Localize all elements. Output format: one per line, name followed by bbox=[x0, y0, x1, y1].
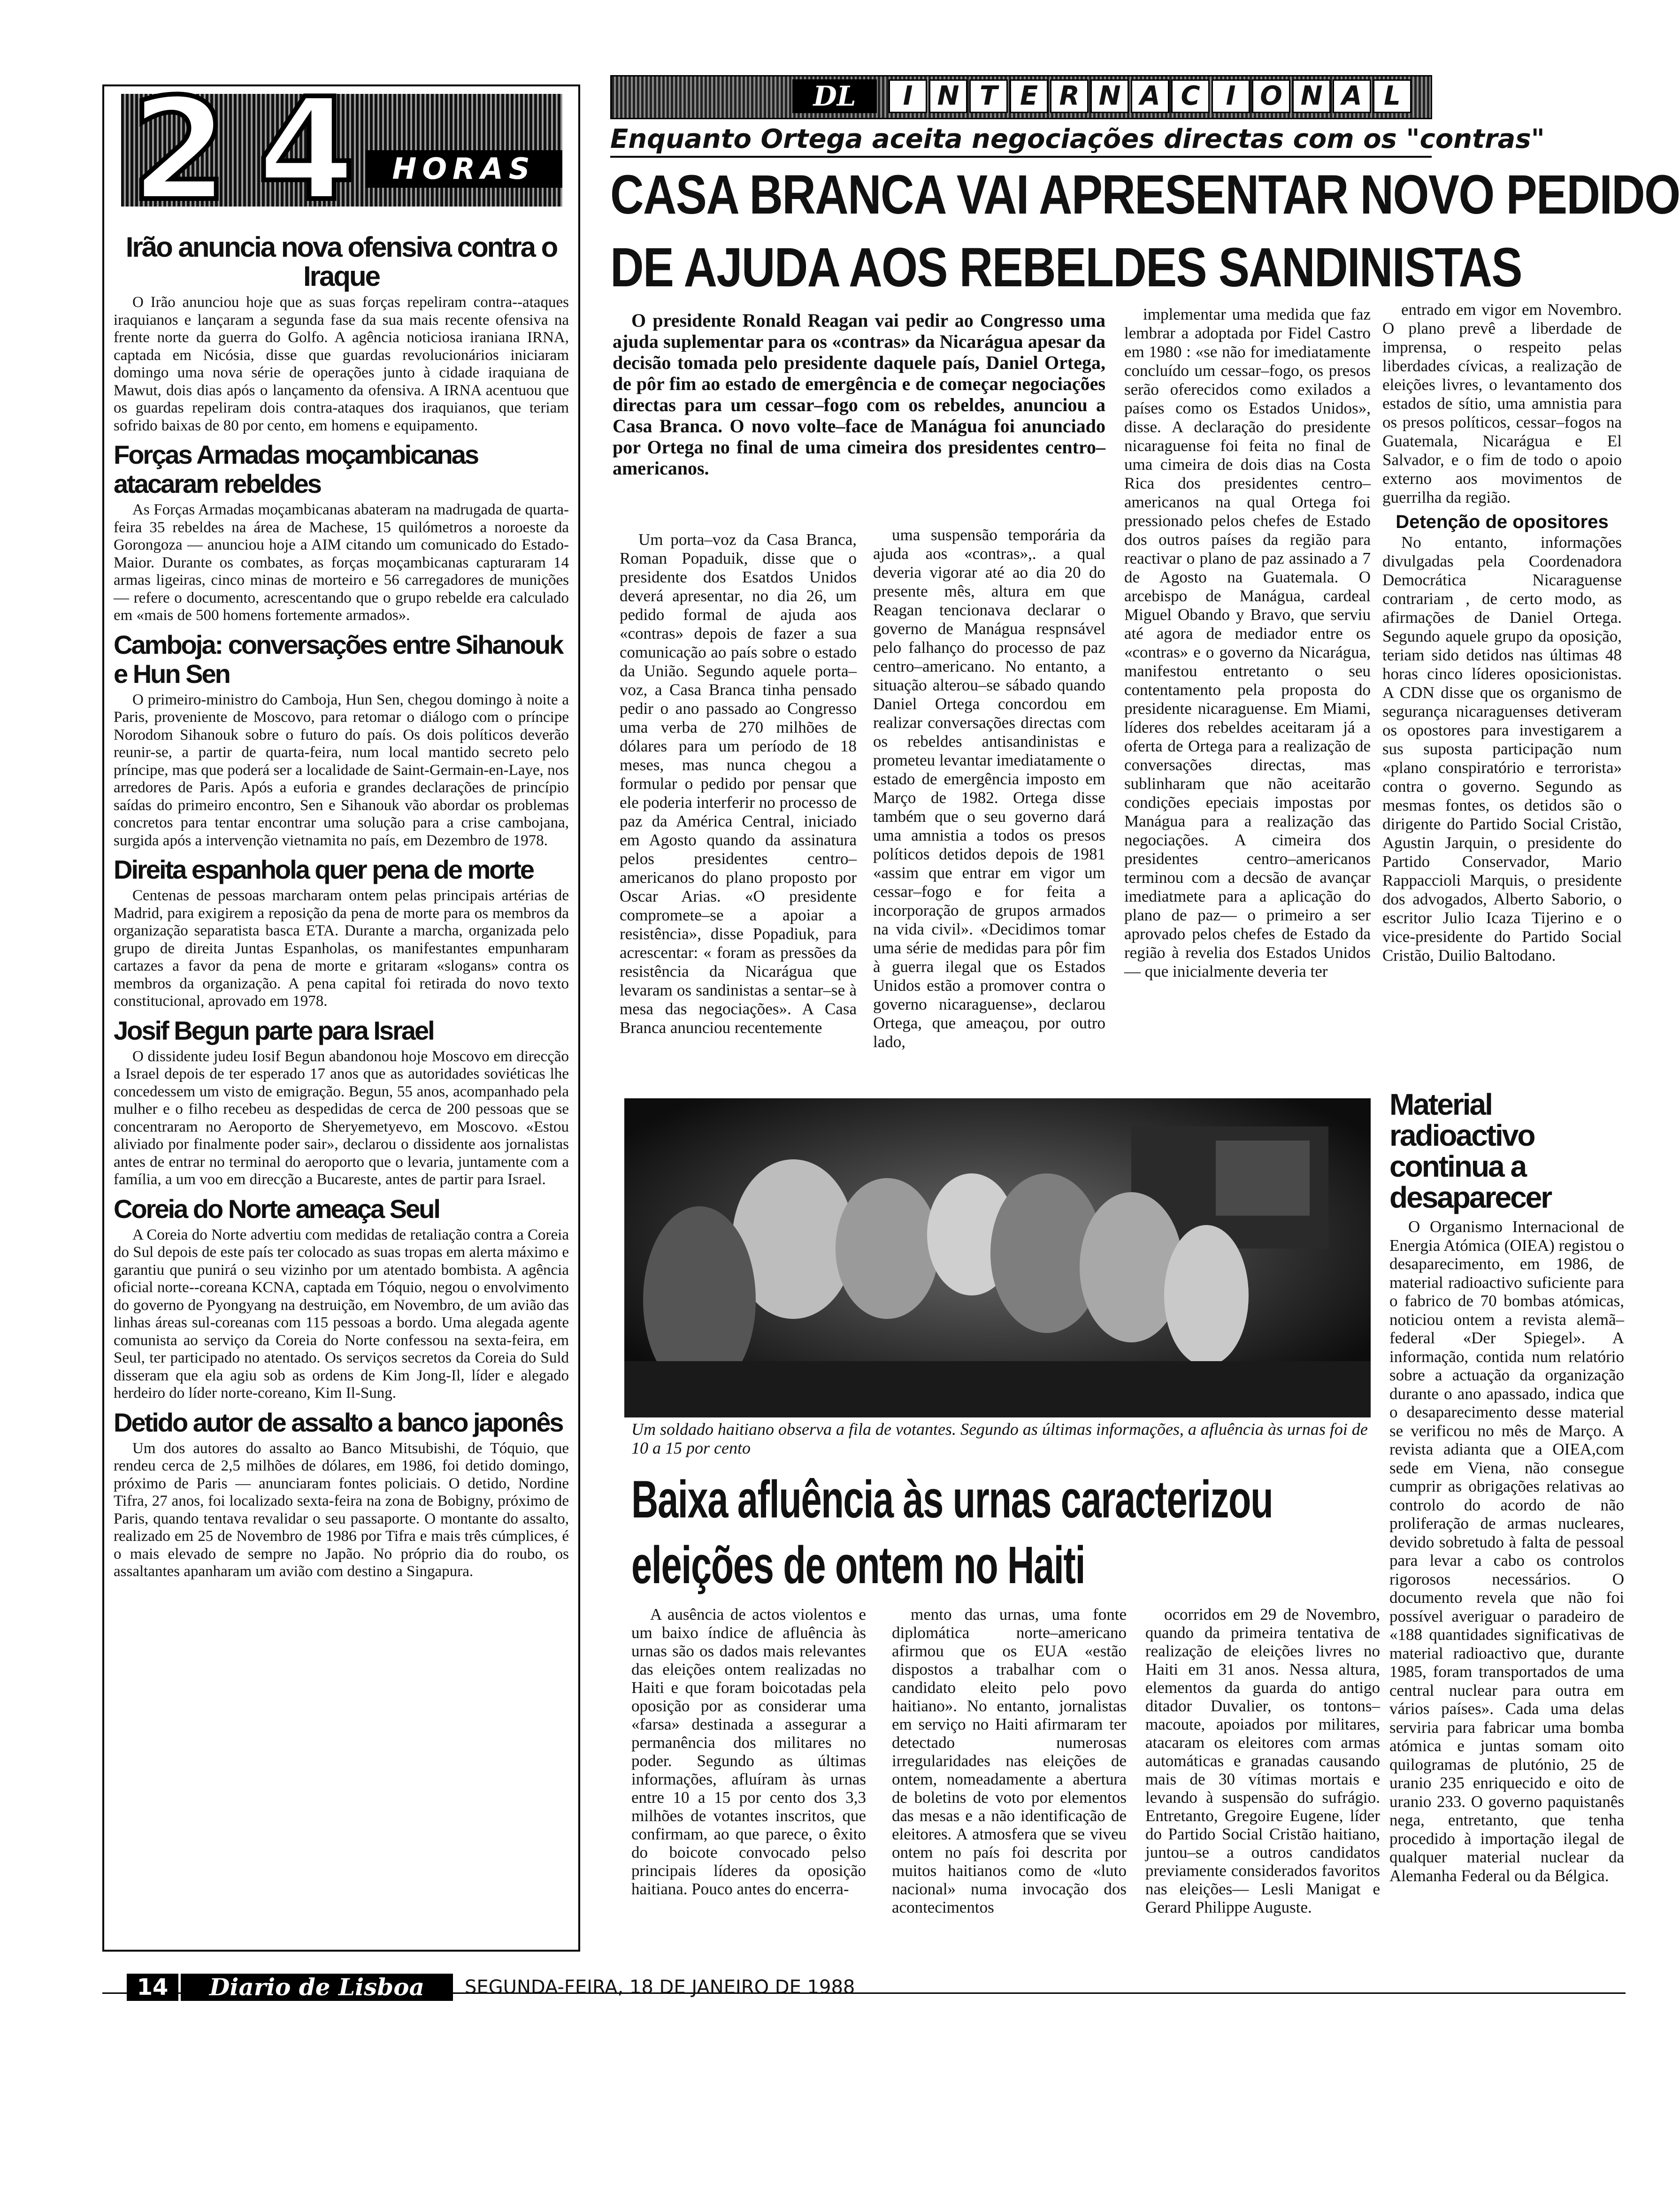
brief-headline: Camboja: conversações entre Sihanouk e Hun Sen bbox=[114, 629, 563, 689]
section-letter: R bbox=[1050, 79, 1089, 113]
haiti-col1: A ausência de actos violentos e um baixo índice de afluência às urnas são os dados mais relevantes das eleições ontem realizadas no Haiti e que foram boicotadas pela oposição por as considerar uma «farsa» destinada a assegurar a permanência dos militares no poder. Segundo as últimas informações, afluíram às urnas entre 10 a 15 por cento dos 3,3 milhões de votantes inscritos, que confirmam, ao que parece, o êxito do boicote convocado pelso principais líderes da oposição haitiana. Pouco antes do encerra- bbox=[631, 1605, 866, 1898]
horas-label: HORAS bbox=[365, 150, 562, 188]
lead-kicker: Enquanto Ortega aceita negociações directas com os "contras" bbox=[610, 123, 1432, 158]
section-letter: I bbox=[889, 79, 927, 113]
section-letter: O bbox=[1252, 79, 1290, 113]
oiea-story bbox=[1389, 1089, 1624, 1887]
big-digit-4: 4 bbox=[257, 68, 355, 232]
brief-headline: Coreia do Norte ameaça Seul bbox=[114, 1194, 439, 1224]
photo-caption: Um soldado haitiano observa a fila de votantes. Segundo as últimas informações, a afluência às urnas foi de 10 a 15 por cento bbox=[631, 1420, 1368, 1457]
brief-headline: Josif Begun parte para Israel bbox=[114, 1015, 434, 1045]
section-name bbox=[889, 79, 1413, 113]
photo-crowd-image bbox=[624, 1098, 1371, 1417]
brief-body: Um dos autores do assalto ao Banco Mitsubishi, de Tóquio, que rendeu cerca de 2,5 milhões de dólares, em 1986, foi detido domingo, próximo de Paris — anunciaram fontes policiais. O detido, Nordine Tifra, 27 anos, foi localizado sexta-feira na zona de Bobigny, próximo de Paris, quando tentava revalidar o seu passaporte. O montante do assalto, realizado em 25 de Novembro de 1986 por Tifra e mais três cúmplices, é o mais elevado de sempre no Japão. No próprio dia do roubo, os assaltantes apanharam um avião com destino a Singapura. bbox=[114, 1440, 569, 1580]
section-letter: T bbox=[969, 79, 1008, 113]
brief-headline: Detido autor de assalto a banco japonês bbox=[114, 1407, 563, 1437]
haiti-headline-line2: eleições de ontem no Haiti bbox=[631, 1536, 1085, 1594]
lead-col4: entrado em vigor em Novembro. O plano prevê a liberdade de imprensa, o respeito pelas liberdades cívicas, a realização de eleições livres, o levantamento dos estados de sítio, uma amnistia para os presos políticos, cessar–fogos na Guatemala, Nicarágua e El Salvador, e o fim de todo o apoio externo aos movimentos de guerrilha da região. Detenção de opositores No entanto, informações divulgadas pela Coordenadora Democrática Nicaraguense contrariam , de certo modo, as afirmações de Daniel Ortega. Segundo aquele grupo da oposição, teriam sido detidos nas últimas 48 horas cinco líderes oposicionistas. A CDN disse que os organismo de segurança nicaraguenses detiveram os opostores para investigarem a sus suposta participação num «plano conspiratório e terrorista» contra o governo. Segundo as mesmas fontes, os detidos são o dirigente do Partido Social Cristão, Agustin Jarquin, o presidente do Partido Conservador, Mario Rappaccioli Marquis, o presidente dos advogados, Alberto Saborio, o escritor Julio Icaza Tijerino e o vice-presidente do Partido Social Cristão, Duilio Baltodano. bbox=[1382, 300, 1622, 965]
lead-col3: implementar uma medida que faz lembrar a adoptada por Fidel Castro em 1980 : «se não for imediatamente concluído um cessar–fogo, os presos serão oferecidos como exilados a países como os Estados Unidos», disse. A declaração do presidente nicaraguense foi feita no final de uma cimeira de dois dias na Costa Rica dos presidentes centro–americanos na qual Ortega foi pressionado pelos chefes de Estado dos outros países da região para reactivar o plano de paz assinado a 7 de Agosto na Guatemala. O arcebispo de Manágua, cardeal Miguel Obando y Bravo, que serviu até agora de mediador entre os «contras» e o governo da Nicarágua, manifestou entretanto o seu contentamento pela proposta do presidente nicaraguense. Em Miami, líderes dos rebeldes aceitaram já a oferta de Ortega para a realização de conversações directas, mas sublinharam que não aceitarão condições epeciais impostas por Manágua para a realização das negociações. A cimeira dos presidentes centro–americanos terminou com a decsão de avançar imediatmete para a aplicação do plano de paz— o primeiro a ser aprovado pelos chefes de Estado da região à revelia dos Estados Unidos— que inicialmente deveria ter bbox=[1124, 305, 1371, 980]
big-digit-2: 2 bbox=[130, 68, 229, 232]
footer-date: SEGUNDA-FEIRA, 18 DE JANEIRO DE 1988 bbox=[465, 1976, 855, 1998]
section-logo: DL bbox=[792, 79, 877, 113]
brief-body: O primeiro-ministro do Camboja, Hun Sen, chegou domingo à noite a Paris, proveniente de Moscovo, para retomar o diálogo com o príncipe Norodom Sihanouk sobre o futuro do país. Os dois políticos deverão reunir-se, a partir de quarta-feira, num local mantido secreto pelo príncipe, mas que poderá ser a localidade de Saint-Germain-en-Laye, nos arredores de Paris. Após a euforia e grandes declarações de princípio saídas do primeiro encontro, Sen e Sihanouk vão abordar os problemas concretos para tentar encontrar uma solução para a crise cambojana, surgida após a intervenção vietnamita no país, em Dezembro de 1978. bbox=[114, 691, 569, 849]
lead-col2: uma suspensão temporária da ajuda aos «contras»,. a qual deveria vigorar até ao dia 20 do presente mês, altura em que Reagan tencionava declarar o governo de Manágua respnsável pelo falhanço do processo de paz centro–americano. No entanto, a situação alterou–se sábado quando Daniel Ortega concordou em realizar conversações directas com os rebeldes antisandinistas e prometeu levantar imediatamente o estado de emergência imposto em Março de 1982. Ortega disse também que o seu governo dará uma amnistia a todos os presos políticos detidos depois de 1981 «assim que entrar em vigor um cessar–fogo e for feita a incorporação de grupos armados na vida civil». «Decidimos tomar uma série de medidas para pôr fim à guerra ilegal que os Estados Unidos estão a promover contra o governo nicaraguense», declarou Ortega, que ameaçou, por outro lado, bbox=[873, 526, 1105, 1051]
brief-headline: Forças Armadas moçambicanas atacaram rebeldes bbox=[114, 440, 478, 498]
lead-col1: Um porta–voz da Casa Branca, Roman Popaduik, disse que o presidente dos Esatdos Unidos deverá apresentar, no dia 26, um pedido formal de ajuda aos «contras» depois de fazer a sua comunicação ao país sobre o estado da União. Segundo aquele porta–voz, a Casa Branca tinha pensado pedir o ano passado ao Congresso uma verba de 270 milhões de dólares para um período de 18 meses, mas nunca chegou a formular o pedido por pensar que ele poderia interferir no processo de paz da América Central, iniciado em Agosto quando da assinatura pelos presidentes centro–americanos do plano proposto por Oscar Arias. «O presidente compromete–se a apoiar a resistência», disse Popadiuk, para acrescentar: « foram as pressões da resistência da Nicarágua que levaram os sandinistas a sentar–se à mesa das negociações». A Casa Branca anunciou recentemente bbox=[620, 530, 857, 1037]
section-letter: A bbox=[1333, 79, 1371, 113]
section-letter: N bbox=[1292, 79, 1331, 113]
section-letter: C bbox=[1171, 79, 1210, 113]
haiti-col3: ocorridos em 29 de Novembro, quando da primeira tentativa de realização de eleições livres no Haiti em 31 anos. Nessa altura, elementos da guarda do antigo ditador Duvalier, os tontons–macoute, apoiados por militares, atacaram os eleitores com armas automáticas e granadas causando mais de 30 vítimas mortais e levando à suspensão do sufrágio. Entretanto, Gregoire Eugene, líder do Partido Social Cristão haitiano, juntou–se a outros candidatos previamente considerados favoritos nas eleições— Lesli Manigat e Gerard Philippe Auguste. bbox=[1145, 1605, 1380, 1916]
masthead: Diario de Lisboa bbox=[181, 1974, 453, 2001]
oiea-body: O Organismo Internacional de Energia Atómica (OIEA) registou o desaparecimento, em 1986, de material radioactivo suficiente para o fabrico de 70 bombas atómicas, noticiou ontem a revista alemã–federal «Der Spiegel». A informação, contida num relatório sobre a actuação da organização durante o ano apassado, indica que o desaparecimento desse material se verificou no mês de Março. A revista adianta que a OIEA,com sede em Viena, não consegue cumprir as obrigações relativas ao controlo do acordo de não proliferação de armas nucleares, devido sobretudo à falta de pessoal para levar a cabo os controlos rigorosos necessários. O documento revela que não foi possível averiguar o paradeiro de «188 quantidades significativas de material radioactivo que, durante 1985, foram transportados de uma central nuclear para outra em vários países». Cada uma delas serviria para fabricar uma bomba atómica e juntas somam oito quilogramas de plutónio, 25 de uranio 235 enriquecido e oito de uranio 233. O governo paquistanês nega, entretanto, que tenha procedido à importação ilegal de qualquer material nuclear da Alemanha Federal ou da Bélgica. bbox=[1389, 1218, 1624, 1885]
oiea-headline: Material radioactivo continua a desaparecer bbox=[1389, 1088, 1551, 1214]
brief-headline: Direita espanhola quer pena de morte bbox=[114, 855, 534, 884]
box-24-items bbox=[114, 227, 569, 1583]
brief-body: A Coreia do Norte advertiu com medidas de retaliação contra a Coreia do Sul depois de este país ter colocado as suas tropas em alerta máximo e garantiu que punirá o seu vizinho por um atentado bombista. A agência oficial norte--coreana KCNA, captada em Tóquio, negou o envolvimento do governo de Pyongyang na destruição, em Novembro, de um avião das linhas áreas sul-coreanas com 115 pessoas a bordo. Uma alegada agente comunista ao serviço da Coreia do Norte confessou na sexta-feira, em Seul, ter participado no atentado. Os serviços secretos da Coreia do Suld disseram que ela agiu sob as ordens de Kim Jong-Il, líder e alegado herdeiro do líder norte-coreano, Kim Il-Sung. bbox=[114, 1226, 569, 1402]
section-letter: E bbox=[1010, 79, 1048, 113]
section-bar bbox=[610, 75, 1432, 119]
section-letter: N bbox=[929, 79, 967, 113]
brief-body: O Irão anunciou hoje que as suas forças repeliram contra--ataques iraquianos e lançaram a segunda fase da sua mais recente ofensiva na frente norte da guerra do Golfo. A agência noticiosa iraniana IRNA, captada em Nicósia, disse que guardas revolucionários iniciaram domingo uma nova série de operações junto à cidade iraquiana de Mawut, dois dias após o lançamento da ofensiva. A IRNA acentuou que os guardas repeliram dois contra-ataques dos iraquianos, que teriam sofrido baixas de 80 por cento, em homens e equipamento. bbox=[114, 294, 569, 434]
haiti-col2: mento das urnas, uma fonte diplomática norte–americano afirmou que os EUA «estão dispostos a trabalhar com o candidato eleito pelo povo haitiano». No entanto, jornalistas em serviço no Haiti afirmaram ter detectado numerosas irregularidades nas eleições de ontem, nomeadamente a abertura de boletins de voto por elementos das mesas e a não identificação de eleitores. A atmosfera que se viveu ontem no país foi descrita por muitos haitianos como de «luto nacional» numa invocação dos acontecimentos bbox=[892, 1605, 1127, 1916]
box-24-header bbox=[102, 68, 580, 232]
section-letter: I bbox=[1212, 79, 1250, 113]
lead-subhead: Detenção de opositores bbox=[1396, 512, 1609, 532]
lead-headline-line1: CASA BRANCA VAI APRESENTAR NOVO PEDIDO bbox=[610, 164, 1680, 226]
section-letter: N bbox=[1090, 79, 1129, 113]
section-letter: L bbox=[1373, 79, 1412, 113]
page-number: 14 bbox=[127, 1974, 178, 2001]
brief-body: As Forças Armadas moçambicanas abateram na madrugada de quarta-feira 35 rebeldes na área de Machese, 15 quilómetros a noroeste da Gorongoza — anunciou hoje a AIM citando um comunicado do Estado-Maior. Durante os combates, as forças moçambicanas capturaram 14 armas ligeiras, cinco minas de morteiro e 56 carregadores de munições — refere o documento, acrescentando que o grupo rebelde era calculado em «mais de 500 homens fortemente armados». bbox=[114, 501, 569, 624]
lead-headline-line2: DE AJUDA AOS REBELDES SANDINISTAS bbox=[610, 237, 1522, 299]
brief-headline: Irão anuncia nova ofensiva contra o Iraque bbox=[125, 231, 557, 292]
box-24-horas bbox=[102, 68, 580, 1952]
section-letter: A bbox=[1131, 79, 1169, 113]
brief-body: O dissidente judeu Iosif Begun abandonou hoje Moscovo em direcção a Israel depois de ter esperado 17 anos que as autoridades soviéticas lhe concedessem um visto de emigração. Begun, 55 anos, acompanhado pela mulher e o filho recebeu as despedidas de cerca de 200 pessoas que se concentraram no Aeroporto de Sheryemetyevo, em Moscovo. «Estou aliviado por finalmente poder sair», declarou o dissidente aos jornalistas antes de entrar no terminal do aeroporto que o levaria, juntamente com a família, a um voo em direcção a Bucareste, antes de partir para Israel. bbox=[114, 1048, 569, 1188]
brief-body: Centenas de pessoas marcharam ontem pelas principais artérias de Madrid, para exigirem a reposição da pena de morte para os membros da organização separatista basca ETA. Durante a marcha, organizada pelo grupo de direita Juntas Espanholas, os manifestantes empunharam cartazes a favor da pena de morte e gritaram «slogans» contra os membros da organização. A pena capital foi retirada do novo texto constitucional, aprovado em 1978. bbox=[114, 887, 569, 1010]
lead-intro: O presidente Ronald Reagan vai pedir ao Congresso uma ajuda suplementar para os «contras» da Nicarágua apesar da decisão tomada pelo presidente daquele país, Daniel Ortega, de pôr fim ao estado de emergência e de começar negociações directas para um cessar–fogo com os rebeldes, anunciou a Casa Branca. O novo volte–face de Manágua foi anunciado por Ortega no final de uma cimeira dos presidentes centro–americanos. bbox=[613, 310, 1105, 479]
photo bbox=[624, 1098, 1371, 1417]
haiti-headline-line1: Baixa afluência às urnas caracterizou bbox=[631, 1470, 1273, 1529]
